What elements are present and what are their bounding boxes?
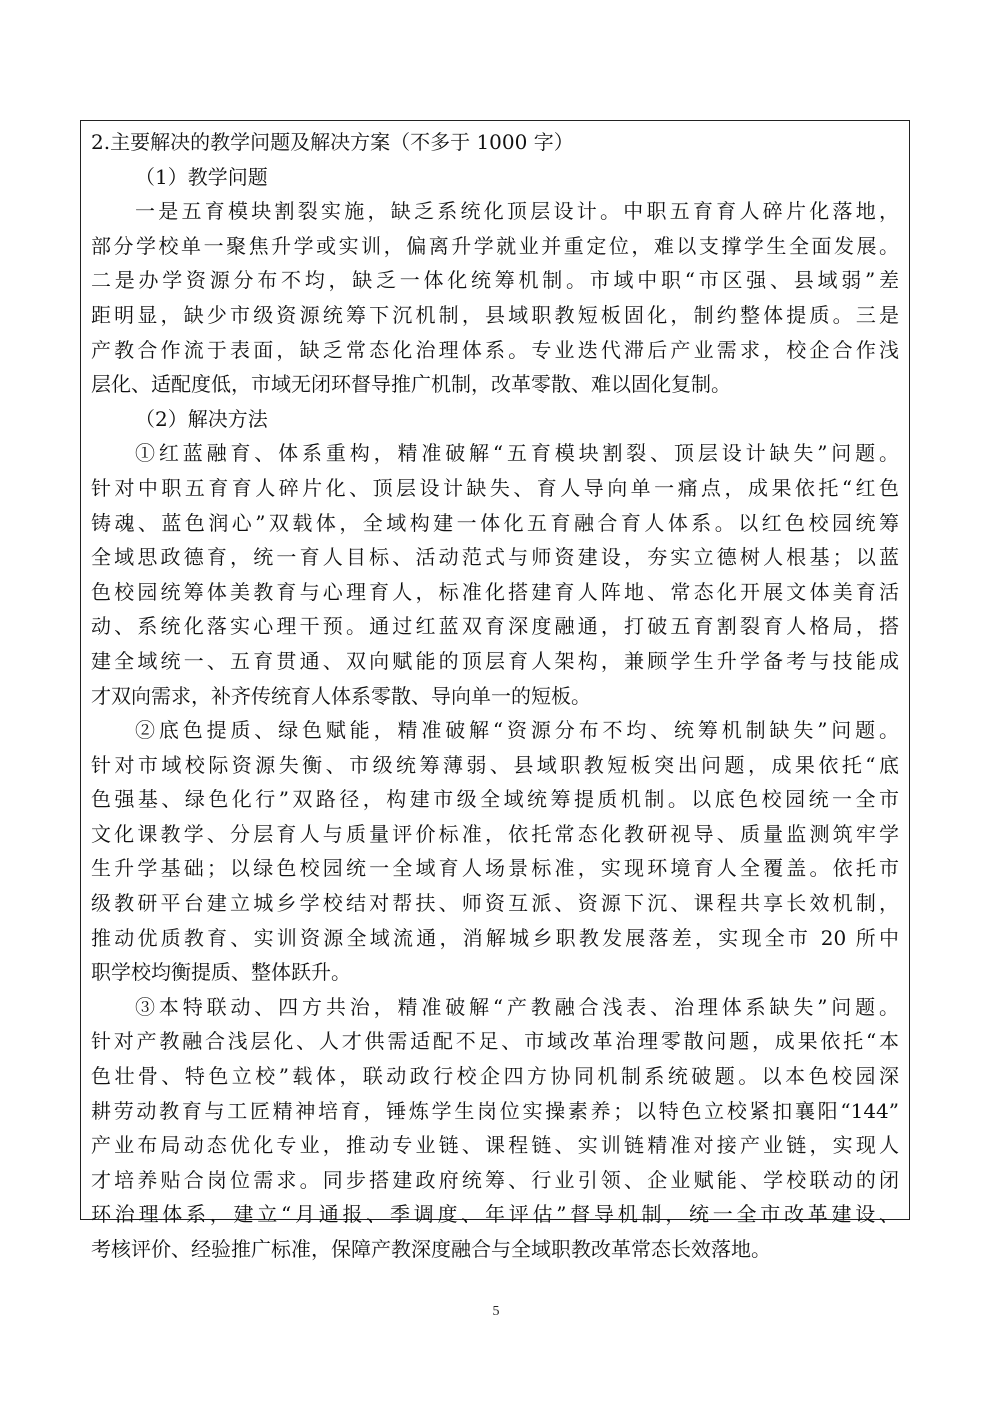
solution-1-line: 色校园统筹体美教育与心理育人，标准化搭建育人阵地、常态化开展文体美育活 (91, 579, 899, 604)
problems-line: 一是五育模块割裂实施，缺乏系统化顶层设计。中职五育育人碎片化落地， (135, 199, 899, 224)
problems-line: 产教合作流于表面，缺乏常态化治理体系。专业迭代滞后产业需求，校企合作浅 (91, 337, 899, 362)
solutions-subheading: （2）解决方法 (135, 406, 268, 431)
problems-line: 部分学校单一聚焦升学或实训，偏离升学就业并重定位，难以支撑学生全面发展。 (91, 233, 899, 258)
problems-line: 层化、适配度低，市域无闭环督导推广机制，改革零散、难以固化复制。 (91, 372, 731, 397)
solution-1-line: 建全域统一、五育贯通、双向赋能的顶层育人架构，兼顾学生升学备考与技能成 (91, 648, 899, 673)
solution-2-line: 文化课教学、分层育人与质量评价标准，依托常态化教研视导、质量监测筑牢学 (91, 821, 899, 846)
solution-3-line: 色壮骨、特色立校”载体，联动政行校企四方协同机制系统破题。以本色校园深 (91, 1064, 899, 1089)
problems-line: 二是办学资源分布不均，缺乏一体化统筹机制。市域中职“市区强、县域弱”差 (91, 268, 899, 293)
content-table-cell (80, 120, 910, 1261)
solution-1-line: 才双向需求，补齐传统育人体系零散、导向单一的短板。 (91, 683, 591, 708)
solution-2-line: 生升学基础；以绿色校园统一全域育人场景标准，实现环境育人全覆盖。依托市 (91, 856, 899, 881)
problems-line: 距明显，缺少市级资源统筹下沉机制，县域职教短板固化，制约整体提质。三是 (91, 302, 899, 327)
solution-2-line: 级教研平台建立城乡学校结对帮扶、师资互派、资源下沉、课程共享长效机制， (91, 891, 899, 916)
solution-2-line: 推动优质教育、实训资源全域流通，消解城乡职教发展落差，实现全市 20 所中 (91, 925, 899, 950)
solution-3-line: ③本特联动、四方共治，精准破解“产教融合浅表、治理体系缺失”问题。 (135, 994, 899, 1019)
solution-3-line: 考核评价、经验推广标准，保障产教深度融合与全域职教改革常态长效落地。 (91, 1237, 771, 1261)
solution-3-line: 耕劳动教育与工匠精神培育，锤炼学生岗位实操素养；以特色立校紧扣襄阳“144” (91, 1098, 899, 1123)
solution-3-line: 针对产教融合浅层化、人才供需适配不足、市域改革治理零散问题，成果依托“本 (91, 1029, 899, 1054)
solution-1-line: 全域思政德育，统一育人目标、活动范式与师资建设，夯实立德树人根基；以蓝 (91, 545, 899, 570)
solution-1-line: 针对中职五育育人碎片化、顶层设计缺失、育人导向单一痛点，成果依托“红色 (91, 475, 899, 500)
solution-3-line: 才培养贴合岗位需求。同步搭建政府统筹、行业引领、企业赋能、学校联动的闭 (91, 1167, 899, 1192)
page-number: 5 (492, 1304, 500, 1319)
solution-1-line: ①红蓝融育、体系重构，精准破解“五育模块割裂、顶层设计缺失”问题。 (135, 441, 899, 466)
solution-1-line: 动、系统化落实心理干预。通过红蓝双育深度融通，打破五育割裂育人格局，搭 (91, 614, 899, 639)
solution-2-line: 色强基、绿色化行”双路径，构建市级全域统筹提质机制。以底色校园统一全市 (91, 787, 899, 812)
solution-3-line: 环治理体系，建立“月通报、季调度、年评估”督导机制，统一全市改革建设、 (91, 1202, 899, 1227)
solution-2-line: 职学校均衡提质、整体跃升。 (91, 960, 351, 985)
solution-2-line: 针对市域校际资源失衡、市级统筹薄弱、县域职教短板突出问题，成果依托“底 (91, 752, 899, 777)
solution-2-line: ②底色提质、绿色赋能，精准破解“资源分布不均、统筹机制缺失”问题。 (135, 718, 899, 743)
problems-subheading: （1）教学问题 (135, 164, 268, 189)
solution-3-line: 产业布局动态优化专业，推动专业链、课程链、实训链精准对接产业链，实现人 (91, 1133, 899, 1158)
section-heading: 2.主要解决的教学问题及解决方案（不多于 1000 字） (91, 130, 574, 154)
solution-1-line: 铸魂、蓝色润心”双载体，全域构建一体化五育融合育人体系。以红色校园统筹 (91, 510, 899, 535)
